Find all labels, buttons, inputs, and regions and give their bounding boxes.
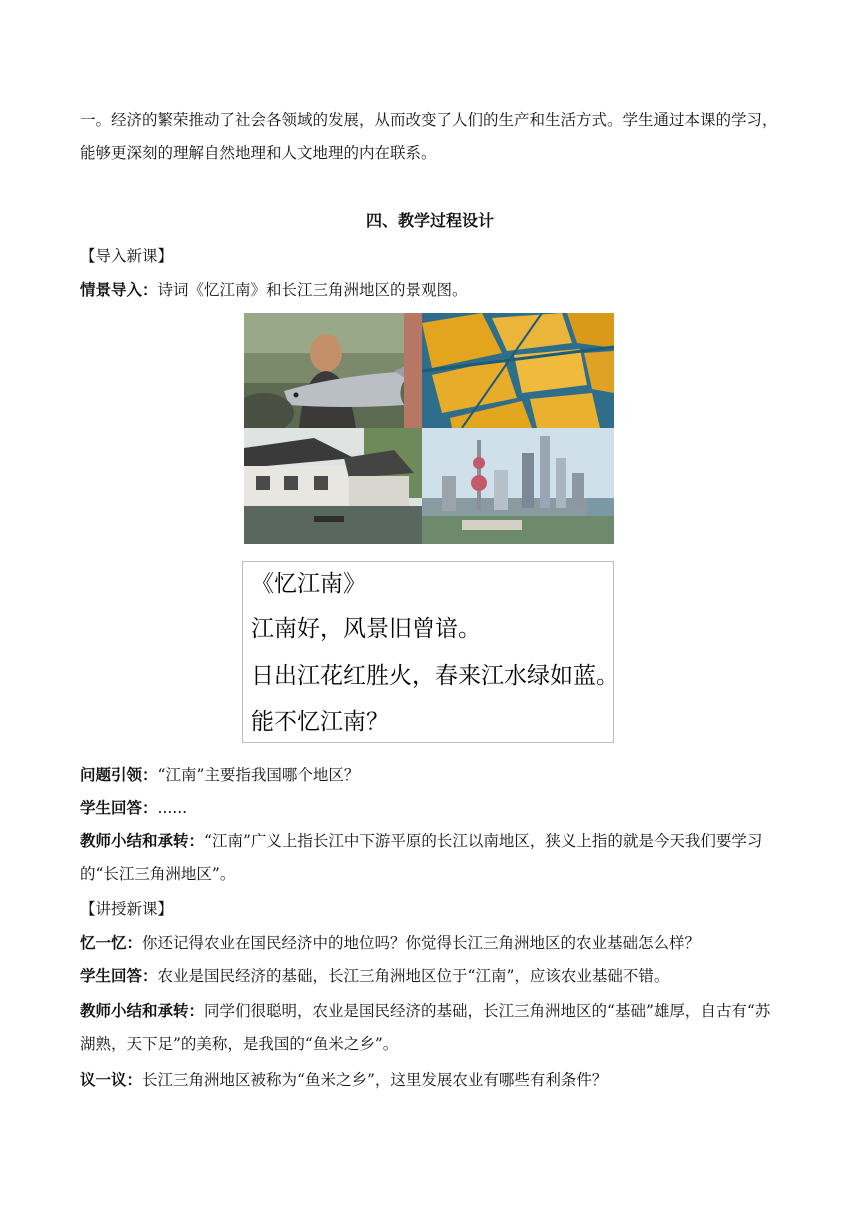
- landscape-photo-collage: [244, 313, 614, 544]
- discuss-text: 长江三角洲地区被称为“鱼米之乡”，这里发展农业有哪些有利条件？: [142, 1071, 608, 1089]
- student-answer-1-text: ......: [157, 799, 188, 817]
- poem-line-1: 江南好，风景旧曾谙。: [251, 616, 481, 642]
- teacher-summary-1: [80, 824, 785, 891]
- poem-line-2: 日出江花红胜火，春来江水绿如蓝。: [251, 663, 619, 689]
- poem-line-3: 能不忆江南？: [251, 709, 389, 735]
- intro-paragraph: 一。经济的繁荣推动了社会各领域的发展，从而改变了人们的生产和生活方式。学生通过本课的学习，能够更深刻的理解自然地理和人文地理的内在联系。: [80, 111, 778, 162]
- question-lead: [80, 758, 785, 792]
- scene-intro-label: 情景导入：: [80, 280, 158, 299]
- city-skyline-photo: [422, 428, 614, 544]
- student-answer-1-label: 学生回答：: [80, 798, 158, 817]
- fisherman-photo: [244, 313, 422, 428]
- teacher-summary-1-label: 教师小结和承转：: [80, 831, 205, 850]
- teacher-summary-1-text: “江南”广义上指长江中下游平原的长江以南地区，狭义上指的就是今天我们要学习的“长江三角洲地区”。: [80, 832, 763, 883]
- student-answer-1: [80, 791, 785, 825]
- teacher-summary-2-label: 教师小结和承转：: [80, 1001, 205, 1020]
- student-answer-2-label: 学生回答：: [80, 966, 158, 985]
- teacher-summary-2-text: 同学们很聪明，农业是国民经济的基础，长江三角洲地区的“基础”雄厚，自古有“苏湖熟，天下足”的美称，是我国的“鱼米之乡”。: [80, 1002, 771, 1053]
- discuss-label: 议一议：: [80, 1070, 143, 1089]
- water-town-photo: [244, 428, 422, 544]
- poem-box: [242, 561, 619, 743]
- poem-title: 《忆江南》: [251, 571, 366, 597]
- scene-intro-text: 诗词《忆江南》和长江三角洲地区的景观图。: [157, 281, 468, 299]
- student-answer-2: [80, 959, 785, 993]
- scene-intro: [80, 273, 785, 307]
- question-lead-label: 问题引领：: [80, 765, 158, 784]
- student-answer-2-text: 农业是国民经济的基础，长江三角洲地区位于“江南”，应该农业基础不错。: [157, 967, 670, 985]
- teacher-summary-2: [80, 994, 785, 1061]
- recall: [80, 926, 785, 960]
- discuss: [80, 1063, 785, 1097]
- aerial-fields-photo: [422, 313, 614, 428]
- section-heading: 四、教学过程设计: [365, 211, 494, 230]
- recall-label: 忆一忆：: [80, 933, 143, 952]
- recall-text: 你还记得农业在国民经济中的地位吗？你觉得长江三角洲地区的农业基础怎么样？: [142, 934, 701, 952]
- part1-label: 【导入新课】: [80, 247, 174, 265]
- question-lead-text: “江南”主要指我国哪个地区？: [157, 766, 360, 784]
- part2-label: 【讲授新课】: [80, 900, 174, 918]
